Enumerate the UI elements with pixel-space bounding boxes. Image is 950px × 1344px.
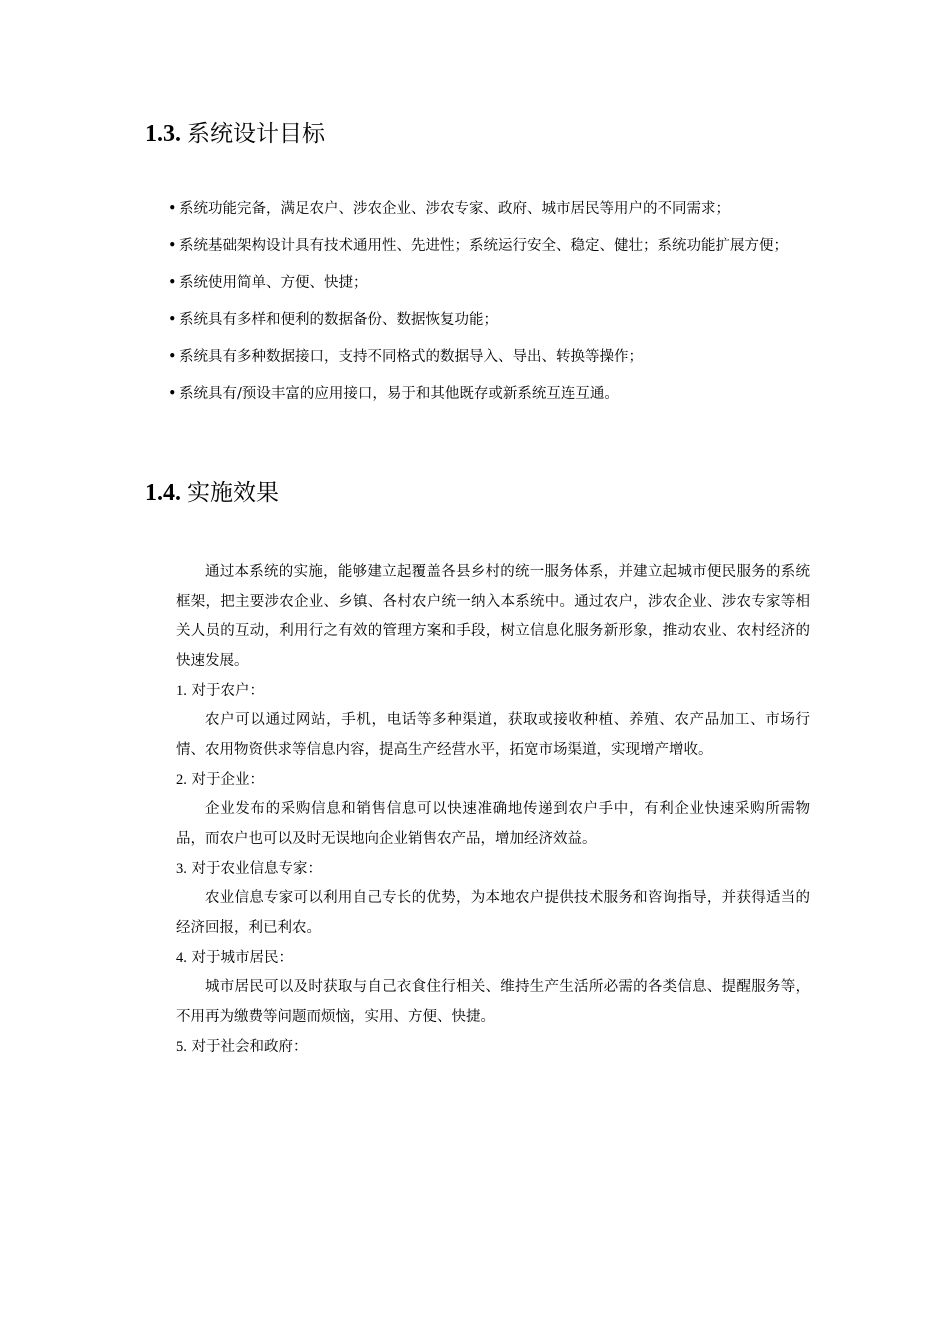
section-heading-1-4 [145, 478, 279, 508]
item-paragraph: 农户可以通过网站，手机，电话等多种渠道，获取或接收种植、养殖、农产品加工、市场行情、农用物资供求等信息内容，提高生产经营水平，拓宽市场渠道，实现增产增收。 [176, 712, 810, 758]
section-number: 1.4. [145, 480, 181, 506]
item-paragraph: 农业信息专家可以利用自己专长的优势，为本地农户提供技术服务和咨询指导，并获得适当的经济回报，利已利农。 [176, 890, 810, 936]
item-paragraph: 企业发布的采购信息和销售信息可以快速准确地传递到农户手中，有利企业快速采购所需物品，而农户也可以及时无误地向企业销售农产品，增加经济效益。 [176, 801, 810, 847]
bullet-icon: • [168, 201, 177, 217]
bullet-icon: • [168, 275, 177, 291]
section-heading-1-3 [145, 119, 325, 149]
section-title: 实施效果 [187, 480, 279, 506]
list-item: • 系统使用简单、方便、快捷； [165, 270, 810, 297]
item-heading: 5. 对于社会和政府： [176, 1039, 308, 1055]
section-title: 系统设计目标 [187, 121, 325, 147]
item-heading: 2. 对于企业： [176, 772, 264, 788]
design-goals-list [165, 196, 810, 418]
item-paragraph: 城市居民可以及时获取与自己衣食住行相关、维持生产生活所必需的各类信息、提醒服务等，不用再为缴费等问题而烦恼，实用、方便、快捷。 [176, 979, 810, 1025]
list-item: • 系统基础架构设计具有技术通用性、先进性；系统运行安全、稳定、健壮；系统功能扩展方便； [165, 233, 810, 260]
list-item: • 系统功能完备，满足农户、涉农企业、涉农专家、政府、城市居民等用户的不同需求； [165, 196, 810, 223]
item-heading: 3. 对于农业信息专家： [176, 861, 322, 877]
bullet-icon: • [168, 386, 177, 402]
list-item: • 系统具有多种数据接口，支持不同格式的数据导入、导出、转换等操作； [165, 344, 810, 371]
implementation-effects-body [176, 558, 810, 1062]
intro-paragraph: 通过本系统的实施，能够建立起覆盖各县乡村的统一服务体系，并建立起城市便民服务的系统框架，把主要涉农企业、乡镇、各村农户统一纳入本系统中。通过农户，涉农企业、涉农专家等相关人员的互动，利用行之有效的管理方案和手段，树立信息化服务新形象，推动农业、农村经济的快速发展。 [176, 564, 810, 669]
bullet-icon: • [168, 349, 177, 365]
list-item: • 系统具有/预设丰富的应用接口，易于和其他既存或新系统互连互通。 [165, 381, 810, 408]
bullet-icon: • [168, 238, 177, 254]
item-heading: 1. 对于农户： [176, 683, 264, 699]
section-number: 1.3. [145, 121, 181, 147]
list-item: • 系统具有多样和便利的数据备份、数据恢复功能； [165, 307, 810, 334]
bullet-icon: • [168, 312, 177, 328]
item-heading: 4. 对于城市居民： [176, 950, 293, 966]
